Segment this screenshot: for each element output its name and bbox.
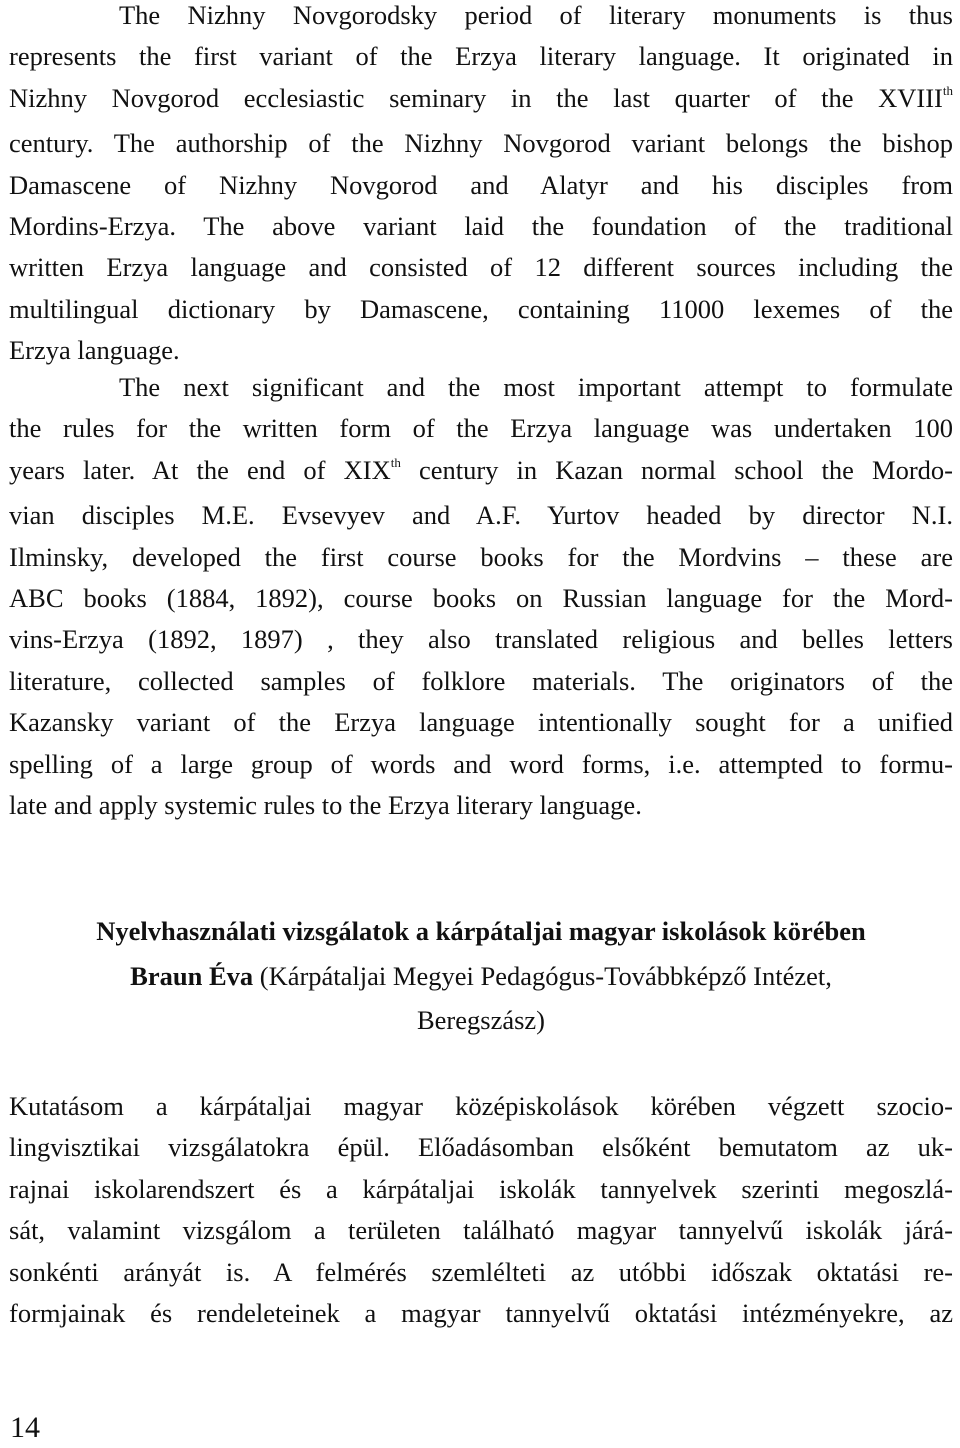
text-line: Kazansky variant of the Erzya language intentionally sought for a unified <box>9 707 953 738</box>
text-line: sát, valamint vizsgálom a területen található magyar tannyelvű iskolák járá- <box>9 1215 953 1246</box>
text-line: century. The authorship of the Nizhny Novgorod variant belongs the bishop <box>9 128 953 159</box>
text-line-part: century in Kazan normal school the Mordo- <box>400 454 954 485</box>
paragraph-erzya-kazan <box>9 367 953 826</box>
article-title: Nyelvhasználati vizsgálatok a kárpátaljai magyar iskolások körében <box>96 916 866 946</box>
text-line: sonkénti arányát is. A felmérés szemlélteti az utóbbi időszak oktatási re- <box>9 1256 953 1287</box>
text-line-part: Nizhny Novgorod ecclesiastic seminary in the last quarter of the XVIII <box>9 82 943 113</box>
affiliation-text: Beregszász) <box>416 1005 545 1035</box>
text-line: The Nizhny Novgorodsky period of literary monuments is thus <box>119 0 953 30</box>
affiliation-text: (Kárpátaljai Megyei Pedagógus-Továbbképző Intézet, <box>253 961 832 991</box>
text-line: written Erzya language and consisted of 12 different sources including the <box>9 252 953 283</box>
paragraph-erzya-nizhny-novgorod <box>9 0 953 372</box>
text-line: Kutatásom a kárpátaljai magyar középiskolások körében végzett szocio- <box>9 1091 953 1121</box>
text-line: Ilminsky, developed the first course books for the Mordvins – these are <box>9 541 953 572</box>
abstract-paragraph <box>9 1086 953 1334</box>
author-affiliation <box>9 954 953 1042</box>
text-line: ABC books (1884, 1892), course books on Russian language for the Mord- <box>9 583 953 614</box>
text-line: lingvisztikai vizsgálatokra épül. Előadásomban elsőként bemutatom az uk- <box>9 1132 953 1163</box>
text-line: late and apply systemic rules to the Erzya literary language. <box>9 790 642 821</box>
text-line: Damascene of Nizhny Novgorod and Alatyr and his disciples from <box>9 169 953 200</box>
text-line: vins-Erzya (1892, 1897) , they also translated religious and belles letters <box>9 624 953 655</box>
author-name: Braun Éva <box>130 961 254 991</box>
text-line: formjainak és rendeleteinek a magyar tannyelvű oktatási intézményekre, az <box>9 1298 953 1329</box>
text-line: represents the first variant of the Erzya literary language. It originated in <box>9 41 953 72</box>
text-line: multilingual dictionary by Damascene, containing 11000 lexemes of the <box>9 293 953 324</box>
superscript-th: th <box>390 454 401 470</box>
text-line-part: years later. At the end of XIX <box>9 454 391 485</box>
text-line: rajnai iskolarendszert és a kárpátaljai iskolák tannyelvek szerinti megoszlá- <box>9 1173 953 1204</box>
text-line: Erzya language. <box>9 335 180 366</box>
page-number: 14 <box>10 1411 40 1444</box>
text-line: the rules for the written form of the Erzya language was undertaken 100 <box>9 413 953 444</box>
text-line: literature, collected samples of folklore materials. The originators of the <box>9 665 953 696</box>
text-line: spelling of a large group of words and word forms, i.e. attempted to formu- <box>9 748 953 779</box>
text-line: The next significant and the most important attempt to formulate <box>119 372 953 402</box>
text-line <box>9 78 953 123</box>
text-line <box>9 450 953 495</box>
text-line: vian disciples M.E. Evsevyev and A.F. Yurtov headed by director N.I. <box>9 500 953 531</box>
superscript-th: th <box>942 82 953 98</box>
text-line: Mordins-Erzya. The above variant laid the foundation of the traditional <box>9 211 953 242</box>
